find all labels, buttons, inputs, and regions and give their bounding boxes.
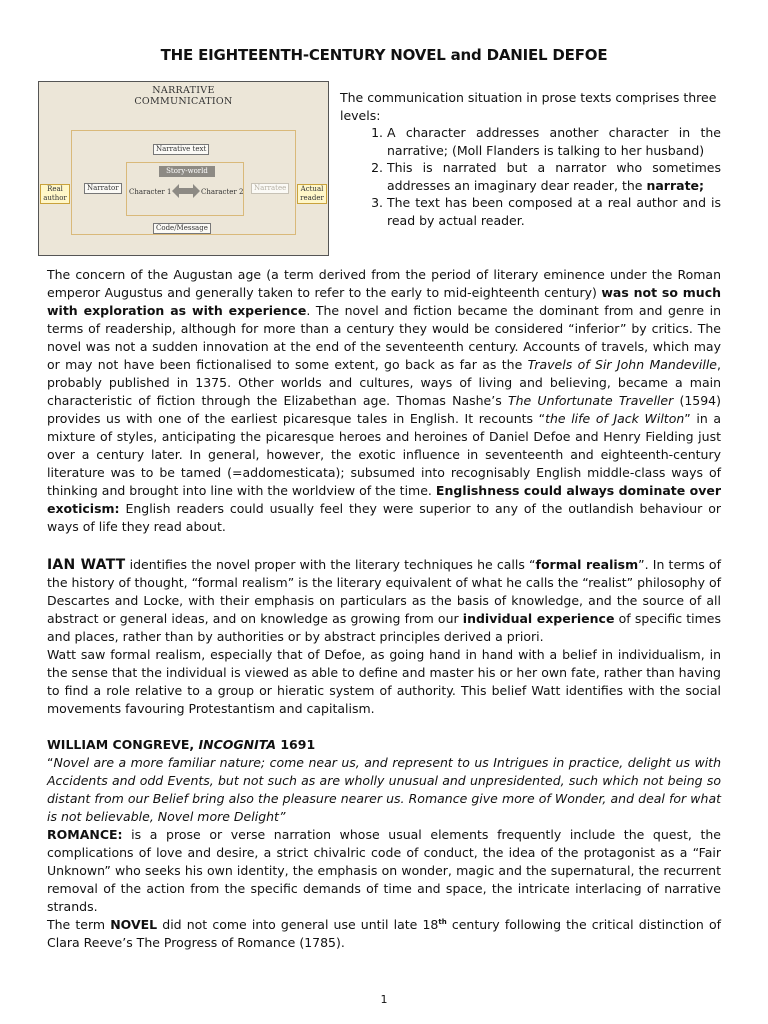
double-arrow-icon <box>172 183 200 199</box>
diagram-character-2: Character 2 <box>201 188 244 196</box>
romance-definition: ROMANCE: is a prose or verse narration whose usual elements frequently include the quest, the complications of love and desire, a strict chivalric code of conduct, the idea of the protagonist as a “Fair Unknown” who seeks his own identity, the emphasis on wonder, magic and the supernatural, the recurrent removal of the action from the specific demands of time and space, the intricate interlacing of narrative strands. <box>47 827 721 914</box>
congreve-heading: WILLIAM CONGREVE, INCOGNITA 1691 <box>47 737 316 752</box>
list-item: 2. This is narrated but a narrator who sometimes addresses an imaginary dear reader, the narrate; <box>387 159 721 194</box>
ian-watt-name: IAN WATT <box>47 557 126 573</box>
novel-term: The term NOVEL did not come into general use until late 18th century following the critical distinction of Clara Reeve’s The Progress of Romance (1785). <box>47 917 721 950</box>
page-title: THE EIGHTEENTH-CENTURY NOVEL and DANIEL DEFOE <box>160 46 608 64</box>
augustan-paragraph: The concern of the Augustan age (a term derived from the period of literary eminence under the Roman emperor Augustus and generally taken to refer to the early to mid-eighteenth century) was not so much with exploration as with experience. The novel and fiction became the dominant from and genre in terms of readership, although for more than a century they would be considered “inferior” by critics. The novel was not a sudden innovation at the end of the seventeenth century. Accounts of travels, which may or may not have been fictionalised to some extent, go back as far as the Travels of Sir John Mandeville, probably published in 1375. Other worlds and cultures, ways of living and believing, became a main characteristic of fiction through the Elizabethan age. Thomas Nashe’s The Unfortunate Traveller (1594) provides us with one of the earliest picaresque tales in English. It recounts “the life of Jack Wilton” in a mixture of styles, anticipating the picaresque heroes and heroines of Daniel Defoe and Henry Fielding just over a century later. In general, however, the exotic influence in seventeenth and eighteenth-century literature was to be tamed (=addomesticata); subsumed into recognisably English middle-class ways of thinking and brought into line with the worldview of the time. Englishness could always dominate over exoticism: English readers could usually feel they were superior to any of the outlandish behaviour or ways of life they read about. <box>47 267 722 534</box>
levels-list <box>340 124 721 229</box>
intro-lead: The communication situation in prose texts comprises three levels: <box>340 90 717 123</box>
diagram-narrator: Narrator <box>84 183 122 194</box>
diagram-real-author: Real author <box>40 184 70 204</box>
diagram-character-1: Character 1 <box>129 188 172 196</box>
narrative-communication-diagram <box>38 81 329 256</box>
diagram-narrative-text: Narrative text <box>153 144 209 155</box>
diagram-actual-reader: Actual reader <box>297 184 327 204</box>
page-number: 1 <box>380 993 388 1006</box>
diagram-story-world: Story-world <box>159 166 215 177</box>
congreve-quote: “Novel are a more familiar nature; come near us, and represent to us Intrigues in practice, delight us with Accidents and odd Events, but not such as are wholly unusual and unpresidented, such which not being so distant from our Belief bring also the pleasure nearer us. Romance give more of Wonder, and deal for what is not believable, Novel more Delight” <box>47 755 721 824</box>
ian-watt-section: IAN WATT identifies the novel proper with the literary techniques he calls “formal realism”. In terms of the history of thought, “formal realism” is the literary equivalent of what he calls the “realist” philosophy of Descartes and Locke, with their emphasis on particulars as the basis of knowledge, and the source of all abstract or general ideas, and on knowledge as growing from our individual experience of specific times and places, rather than by authorities or by abstract principles derived a priori. Watt saw formal realism, especially that of Defoe, as going hand in hand with a belief in individualism, in the sense that the individual is viewed as able to define and master his or her own fate, rather than having to find a role relative to a group or hieratic system of authority. This belief Watt identifies with the social movements favouring Protestantism and capitalism. <box>47 557 721 716</box>
congreve-section <box>47 736 721 952</box>
intro-section <box>340 89 721 229</box>
diagram-heading: NARRATIVE COMMUNICATION <box>134 85 233 107</box>
diagram-narratee: Narratee <box>251 183 289 194</box>
diagram-code-message: Code/Message <box>153 223 211 234</box>
list-item: 1. A character addresses another character in the narrative; (Moll Flanders is talking to her husband) <box>387 124 721 159</box>
list-item: 3. The text has been composed at a real author and is read by actual reader. <box>387 194 721 229</box>
